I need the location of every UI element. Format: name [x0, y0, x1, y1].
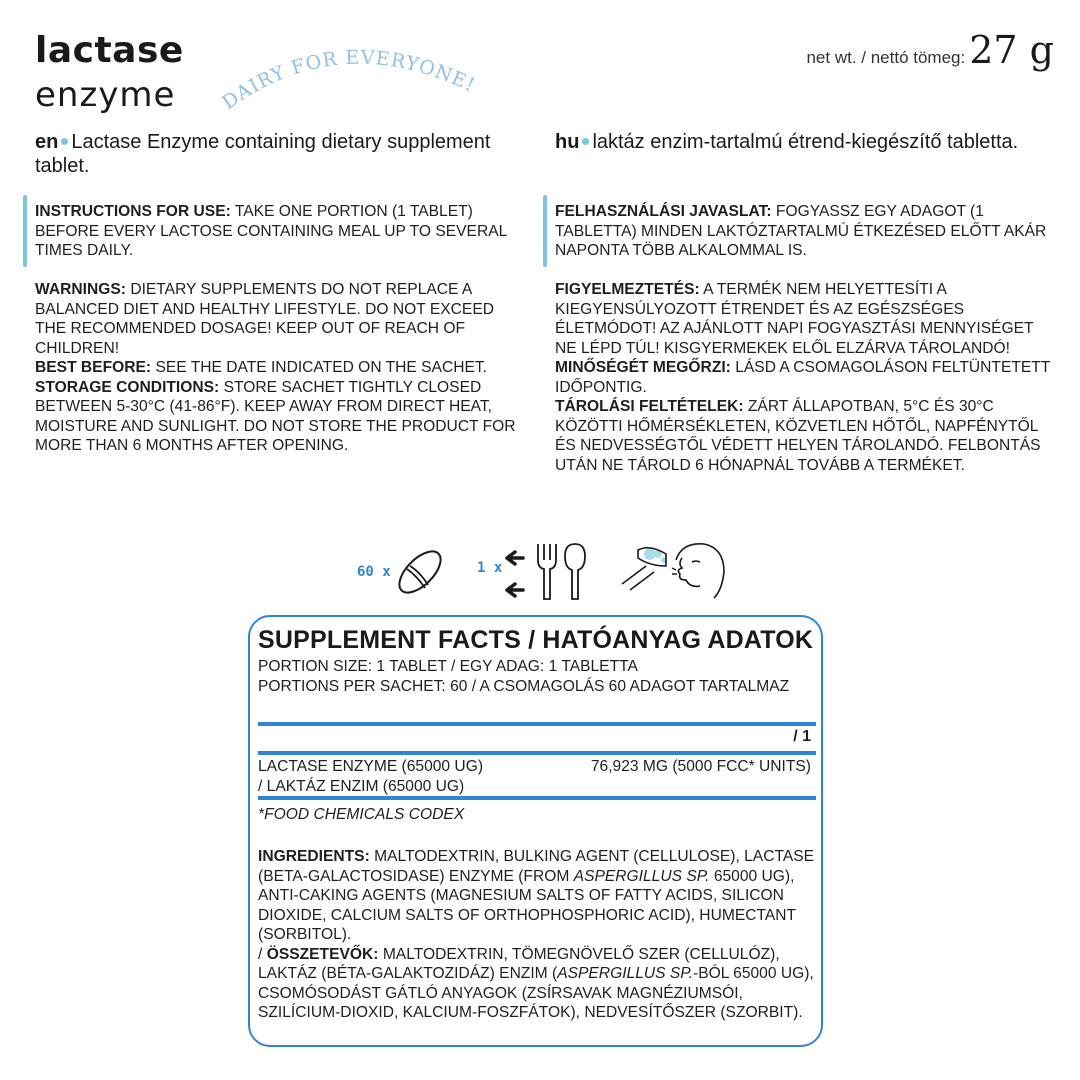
facts-divider: [258, 751, 816, 755]
warnings-en-text: DIETARY SUPPLEMENTS DO NOT REPLACE A BALANCED DIET AND HEALTHY LIFESTYLE. DO NOT EXCEED THE RECOMMENDED DOSAGE! KEEP OUT OF REACH OF CHILDREN!: [35, 281, 494, 357]
facts-divider: [258, 722, 816, 726]
ingredients: [258, 847, 818, 1023]
person-drinking-icon: [620, 540, 730, 602]
dose-count: 1 x: [477, 560, 503, 576]
lang-code-en: en: [35, 131, 59, 153]
brand-subtitle: enzyme: [35, 75, 176, 115]
ingredients-label: INGREDIENTS:: [258, 848, 370, 865]
ingredients-text: MALTODEXTRIN, BULKING AGENT (CELLULOSE), LACTASE (BETA-GALACTOSIDASE) ENZYME (FROM: [258, 848, 815, 885]
nutrient-name-hu: / LAKTÁZ ENZIM (65000 UG): [258, 777, 465, 795]
svg-text:DAIRY FOR EVERYONE!: [218, 47, 478, 114]
bullet-dot-icon: [61, 138, 68, 145]
warnings-en: [35, 280, 525, 456]
warnings-en-label: WARNINGS:: [35, 281, 126, 298]
intro-en: [35, 130, 515, 178]
intro-en-text: Lactase Enzyme containing dietary supplement tablet.: [35, 131, 491, 177]
warnings-hu: [555, 280, 1055, 475]
instructions-en-text: TAKE ONE PORTION (1 TABLET) BEFORE EVERY LACTOSE CONTAINING MEAL UP TO SEVERAL TIMES DAILY.: [35, 203, 507, 259]
instructions-hu-text: FOGYASSZ EGY ADAGOT (1 TABLETTA) MINDEN LAKTÓZTARTALMÚ ÉTKEZÉSED ELŐTT AKÁR NAPONTA TÖBB ALKALOMMAL IS.: [555, 203, 1047, 259]
slogan-text: DAIRY FOR EVERYONE!: [218, 46, 479, 114]
intro-hu-text: laktáz enzim-tartalmú étrend-kiegészítő tabletta.: [592, 131, 1019, 153]
facts-meta: [258, 657, 813, 696]
instructions-en-label: INSTRUCTIONS FOR USE:: [35, 203, 231, 220]
ingredients-text: 65000 UG), ANTI-CAKING AGENTS (MAGNESIUM SALTS OF FATTY ACIDS, SILICON DIOXIDE, CALCIUM SALTS OF ORTHOPHOSPHORIC ACID), HUMECTANT (SORBITOL).: [258, 867, 796, 943]
facts-divider: [258, 796, 816, 800]
best-before-hu-text: LÁSD A CSOMAGOLÁSON FELTÜNTETETT IDŐPONTIG.: [555, 359, 1051, 396]
nutrient-name-en: LACTASE ENZYME (65000 UG): [258, 758, 484, 775]
tablet-icon: [395, 542, 445, 600]
accent-bar: [23, 195, 27, 267]
storage-hu-text: ZÁRT ÁLLAPOTBAN, 5°C ÉS 30°C KÖZÖTTI HŐMÉRSÉKLETEN, KÖZVETLEN HŐTŐL, NAPFÉNYTŐL ÉS NEDVESSÉGTŐL VÉDETT HELYEN TÁROLANDÓ. FELBONTÁS UTÁN NE TÁROLD 6 HÓNAPNÁL TOVÁBB A TERMÉKET.: [555, 398, 1041, 474]
slogan: [210, 30, 510, 120]
storage-en-text: STORE SACHET TIGHTLY CLOSED BETWEEN 5-30°C (41-86°F). KEEP AWAY FROM DIRECT HEAT, MOISTURE AND SUNLIGHT. DO NOT STORE THE PRODUCT FOR MORE THAN 6 MONTHS AFTER OPENING.: [35, 378, 516, 454]
facts-title: SUPPLEMENT FACTS / HATÓANYAG ADATOK: [258, 626, 814, 654]
footnote: *FOOD CHEMICALS CODEX: [258, 806, 465, 823]
usage-icons: [355, 540, 735, 602]
net-weight-value: 27 g: [969, 28, 1054, 72]
tablet-count: 60 x: [357, 564, 391, 580]
best-before-en-label: BEST BEFORE:: [35, 359, 152, 376]
fork-icon: [535, 542, 559, 602]
portions-per-sachet: PORTIONS PER SACHET: 60 / A CSOMAGOLÁS 60 ADAGOT TARTALMAZ: [258, 677, 790, 695]
best-before-hu-label: MINŐSÉGÉT MEGŐRZI:: [555, 359, 731, 376]
ingredients-hu-prefix: /: [258, 945, 263, 963]
warnings-hu-label: FIGYELMEZTETÉS:: [555, 281, 700, 298]
ingredients-hu-text: MALTODEXTRIN, TÖMEGNÖVELŐ SZER (CELLULÓZ), LAKTÁZ (BÉTA-GALAKTOZIDÁZ) ENZIM (: [258, 945, 780, 982]
storage-en-label: STORAGE CONDITIONS:: [35, 378, 220, 396]
accent-bar: [543, 195, 547, 267]
warnings-hu-text: A TERMÉK NEM HELYETTESÍTI A KIEGYENSÚLYOZOTT ÉTRENDET ÉS AZ EGÉSZSÉGES ÉLETMÓDOT! AZ AJÁNLOTT NAPI FOGYASZTÁSI MENNYISÉGET NE LÉPD TÚL! KISGYERMEKEK ELŐL ELZÁRVA TÁROLANDÓ!: [555, 281, 1034, 357]
arrow-left-icon: [503, 548, 527, 600]
ingredients-hu-species: ASPERGILLUS SP.: [557, 965, 693, 982]
brand-title: lactase: [35, 30, 184, 71]
nutrient-value: 76,923 MG (5000 FCC* UNITS): [590, 758, 811, 775]
lang-code-hu: hu: [555, 131, 580, 153]
spoon-icon: [563, 542, 587, 602]
ingredients-hu-text: -BÓL 65000 UG), CSOMÓSODÁST GÁTLÓ ANYAGOK (ZSÍRSAVAK MAGNÉZIUMSÓI, SZILÍCIUM-DIOXID, KALCIUM-FOSZFÁTOK), NEDVESÍTŐSZER (SZORBIT).: [258, 965, 814, 1021]
storage-hu-label: TÁROLÁSI FELTÉTELEK:: [555, 398, 744, 415]
per-portion-header: / 1: [793, 728, 811, 745]
instructions-hu-label: FELHASZNÁLÁSI JAVASLAT:: [555, 203, 772, 220]
ingredients-species: ASPERGILLUS SP.: [573, 867, 710, 885]
net-weight-label: net wt. / nettó tömeg:: [806, 48, 966, 67]
nutrient-name: [258, 757, 558, 796]
instructions-en: [35, 202, 525, 261]
best-before-en-text: SEE THE DATE INDICATED ON THE SACHET.: [155, 359, 488, 376]
ingredients-hu-label: ÖSSZETEVŐK:: [266, 945, 379, 963]
bullet-dot-icon: [582, 138, 589, 145]
intro-hu: [555, 130, 1045, 154]
instructions-hu: [555, 202, 1055, 261]
net-weight: [806, 28, 1054, 72]
portion-size: PORTION SIZE: 1 TABLET / EGY ADAG: 1 TABLETTA: [258, 658, 638, 675]
